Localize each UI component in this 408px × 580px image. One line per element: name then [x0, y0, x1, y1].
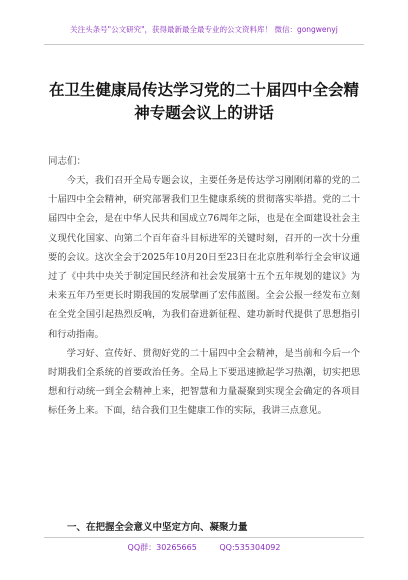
- footer: [0, 542, 408, 553]
- section-heading: 一、在把握全会意义中坚定方向、凝聚力量: [67, 522, 248, 533]
- header-divider: [44, 44, 364, 45]
- document-body: [48, 171, 360, 421]
- document-title: 在卫生健康局传达学习党的二十届四中全会精神专题会议上的讲话: [48, 80, 359, 122]
- paragraph: 学习好、宣传好、贯彻好党的二十届四中全会精神，是当前和今后一个时期我们全系统的首要政治任务。全局上下要迅速掀起学习热潮，切实把思想和行动统一到全会精神上来，把智慧和力量凝聚到实现全会确定的各项目标任务上来。下面，结合我们卫生健康工作的实际，我讲三点意见。: [48, 347, 360, 417]
- footer-qq-group: QQ群：30265665: [127, 543, 197, 552]
- paragraph: 今天，我们召开全局专题会议，主要任务是传达学习刚刚闭幕的党的二十届四中全会精神，研究部署我们卫生健康系统的贯彻落实举措。党的二十届四中全会，是在中华人民共和国成立76周年之际，也是在全面建设社会主义现代化国家、向第二个百年奋斗目标进军的关键时刻，召开的一次十分重要的会议。这次全会于2025年10月20日至23日在北京胜利举行全会审议通过了《中共中央关于制定国民经济和社会发展第十五个五年规划的建议》为未来五年乃至更长时期我国的发展擘画了宏伟蓝图。全会公报一经发布立刻在全党全国引起热烈反响，为我们奋进新征程、建功新时代提供了思想指引和行动指南。: [48, 175, 360, 340]
- footer-divider: [44, 537, 364, 538]
- greeting: 同志们：: [48, 156, 87, 167]
- header-banner: 关注头条号"公文研究"，获得最新最全最专业的公文资料库！ 微信：gongwenyj: [70, 25, 338, 34]
- footer-qq: QQ:535304092: [219, 543, 281, 552]
